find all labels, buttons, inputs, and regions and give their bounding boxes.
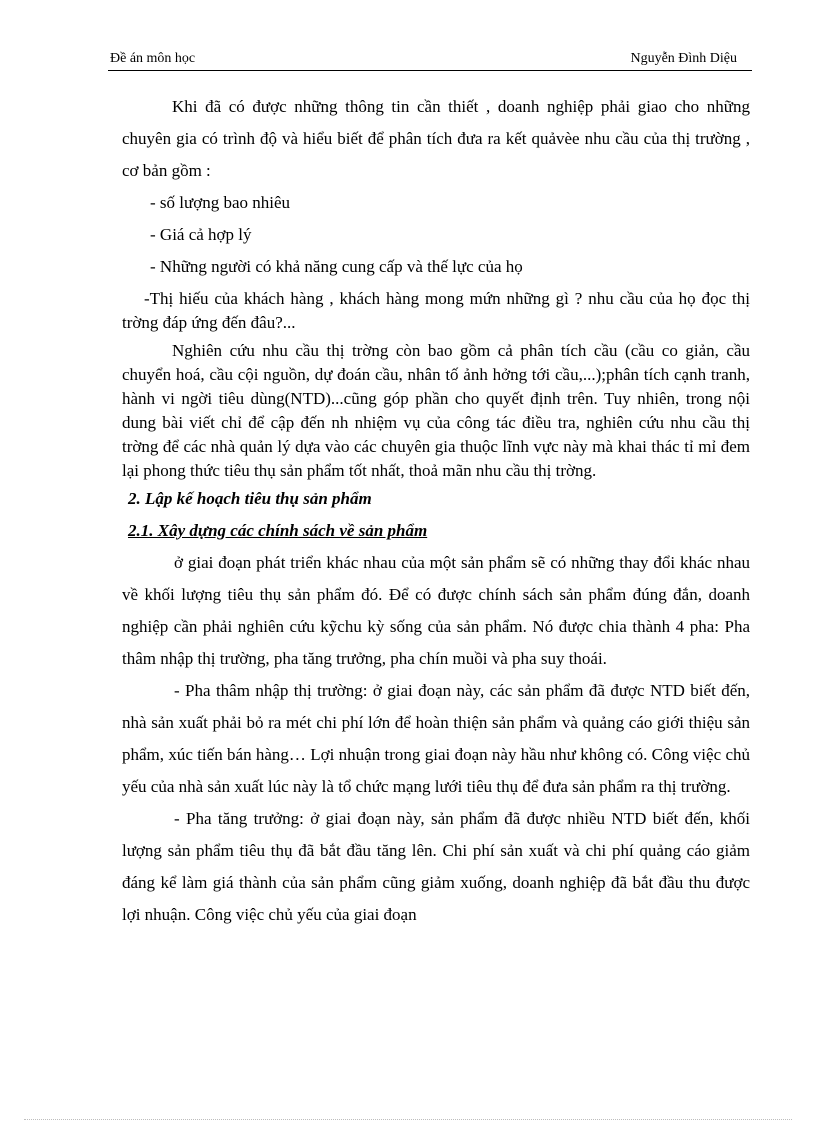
header-divider [108, 70, 752, 71]
lifecycle-paragraph: ở giai đoạn phát triển khác nhau của một sản phẩm sẽ có những thay đổi khác nhau về khối lượng tiêu thụ sản phẩm đó. Để có được chính sách sản phẩm đúng đắn, doanh nghiệp cần phải nghiên cứu kỹchu kỳ sống của sản phẩm. Nó được chia thành 4 pha: Pha thâm nhập thị trường, pha tăng trưởng, pha chín muồi và pha suy thoái. [122, 553, 750, 668]
section-heading-sales-plan: 2. Lập kế hoạch tiêu thụ sản phẩm [128, 489, 372, 508]
list-item-preferences: -Thị hiếu của khách hàng , khách hàng mong mứn những gì ? nhu cầu của họ đọc thị trờng đáp ứng đến đâu?... [122, 289, 750, 332]
list-item-quantity: - số lượng bao nhiêu [150, 193, 291, 212]
growth-phase-paragraph: - Pha tăng trưởng: ở giai đoạn này, sản phẩm đã được nhiều NTD biết đến, khối lượng sản phẩm tiêu thụ đã bắt đầu tăng lên. Chi phí sản xuất và chi phí quảng cáo giảm đáng kể làm giá thành của sản phẩm cũng giảm xuống, doanh nghiệp đã bắt đầu thu được lợi nhuận. Công việc chủ yếu của giai đoạn [122, 809, 750, 924]
page-bottom-border [24, 1119, 792, 1120]
subsection-heading-product-policy: 2.1. Xây dựng các chính sách về sản phẩm [128, 521, 428, 540]
header-course-title: Đề án môn học [110, 51, 196, 66]
header-author-name: Nguyễn Đình Diệu [630, 51, 737, 66]
document-body [122, 91, 750, 931]
research-paragraph: Nghiên cứu nhu cầu thị trờng còn bao gồm cả phân tích cầu (cầu co giản, cầu chuyển hoá, cầu cội nguồn, dự đoán cầu, nhân tố ảnh hởng tới cầu,...);phân tích cạnh tranh, hành vi ngời tiêu dùng(NTD)...cũng góp phần cho quyết định trên. Tuy nhiên, trong nội dung bài viết chỉ để cập đến nh nhiệm vụ của công tác điều tra, nghiên cứu nhu cầu thị trờng để các nhà quản lý dựa vào các chuyên gia thuộc lĩnh vực này mà khai thác tỉ mỉ đem lại phong thức tiêu thụ sản phẩm tốt nhất, thoả mãn nhu cầu thị trờng. [122, 341, 750, 480]
list-item-price: - Giá cả hợp lý [150, 225, 252, 244]
intro-paragraph: Khi đã có được những thông tin cần thiết , doanh nghiệp phải giao cho những chuyên gia có trình độ và hiểu biết để phân tích đưa ra kết quảvèe nhu cầu của thị trường , cơ bản gồm : [122, 97, 750, 180]
list-item-suppliers: - Những người có khả năng cung cấp và thế lực của họ [150, 257, 523, 276]
penetration-phase-paragraph: - Pha thâm nhập thị trường: ở giai đoạn này, các sản phẩm đã được NTD biết đến, nhà sản xuất phải bỏ ra mét chi phí lớn để hoàn thiện sản phẩm và quảng cáo giới thiệu sản phẩm, xúc tiến bán hàng… Lợi nhuận trong giai đoạn này hầu như không có. Công việc chủ yếu của nhà sản xuất lúc này là tổ chức mạng lưới tiêu thụ để đưa sản phẩm ra thị trường. [122, 681, 750, 796]
page-header [110, 49, 752, 69]
